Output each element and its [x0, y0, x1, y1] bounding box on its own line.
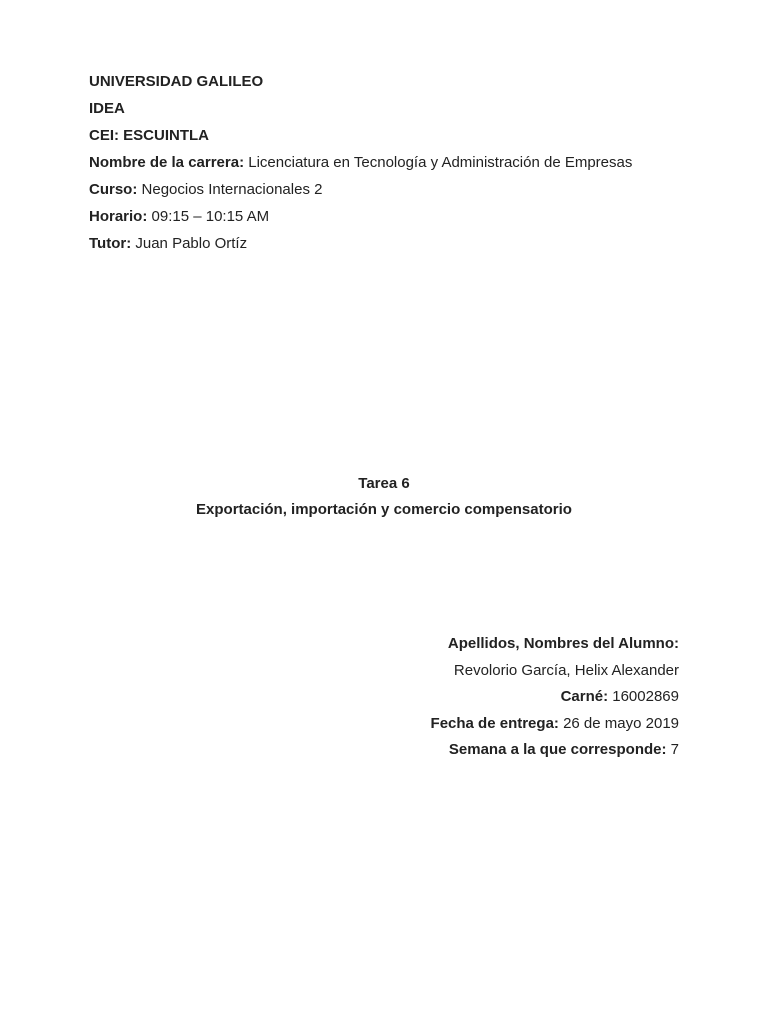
student-info-block: [179, 634, 679, 767]
header-block: [89, 72, 709, 261]
career-label: Nombre de la carrera:: [89, 154, 245, 171]
week-label: Semana a la que corresponde:: [448, 741, 667, 759]
career-value: Licenciatura en Tecnología y Administración de Empresas: [248, 154, 633, 171]
course-value: Negocios Internacionales 2: [141, 181, 323, 198]
week-line: [179, 740, 679, 767]
delivery-date-line: [179, 714, 679, 741]
university-name: UNIVERSIDAD GALILEO: [89, 73, 264, 90]
schedule-value: 09:15 – 10:15 AM: [151, 208, 270, 225]
career-line: [89, 153, 709, 180]
schedule-line: [89, 207, 709, 234]
student-id-value: 16002869: [612, 688, 679, 706]
tutor-value: Juan Pablo Ortíz: [135, 235, 248, 252]
student-id-label: Carné:: [560, 688, 609, 706]
tutor-line: [89, 234, 709, 261]
assignment-title-block: [0, 474, 768, 526]
course-line: [89, 180, 709, 207]
tutor-label: Tutor:: [89, 235, 132, 252]
course-label: Curso:: [89, 181, 138, 198]
delivery-date-label: Fecha de entrega:: [430, 714, 559, 732]
assignment-title: Exportación, importación y comercio compensatorio: [196, 501, 572, 518]
week-value: 7: [670, 741, 679, 759]
student-names-label: Apellidos, Nombres del Alumno:: [447, 635, 679, 652]
assignment-number: Tarea 6: [358, 475, 410, 492]
program-name: IDEA: [89, 100, 125, 117]
delivery-date-value: 26 de mayo 2019: [563, 714, 679, 732]
center-name: CEI: ESCUINTLA: [89, 127, 209, 144]
student-id-line: [179, 687, 679, 714]
schedule-label: Horario:: [89, 208, 148, 225]
student-names-value: Revolorio García, Helix Alexander: [453, 661, 679, 679]
